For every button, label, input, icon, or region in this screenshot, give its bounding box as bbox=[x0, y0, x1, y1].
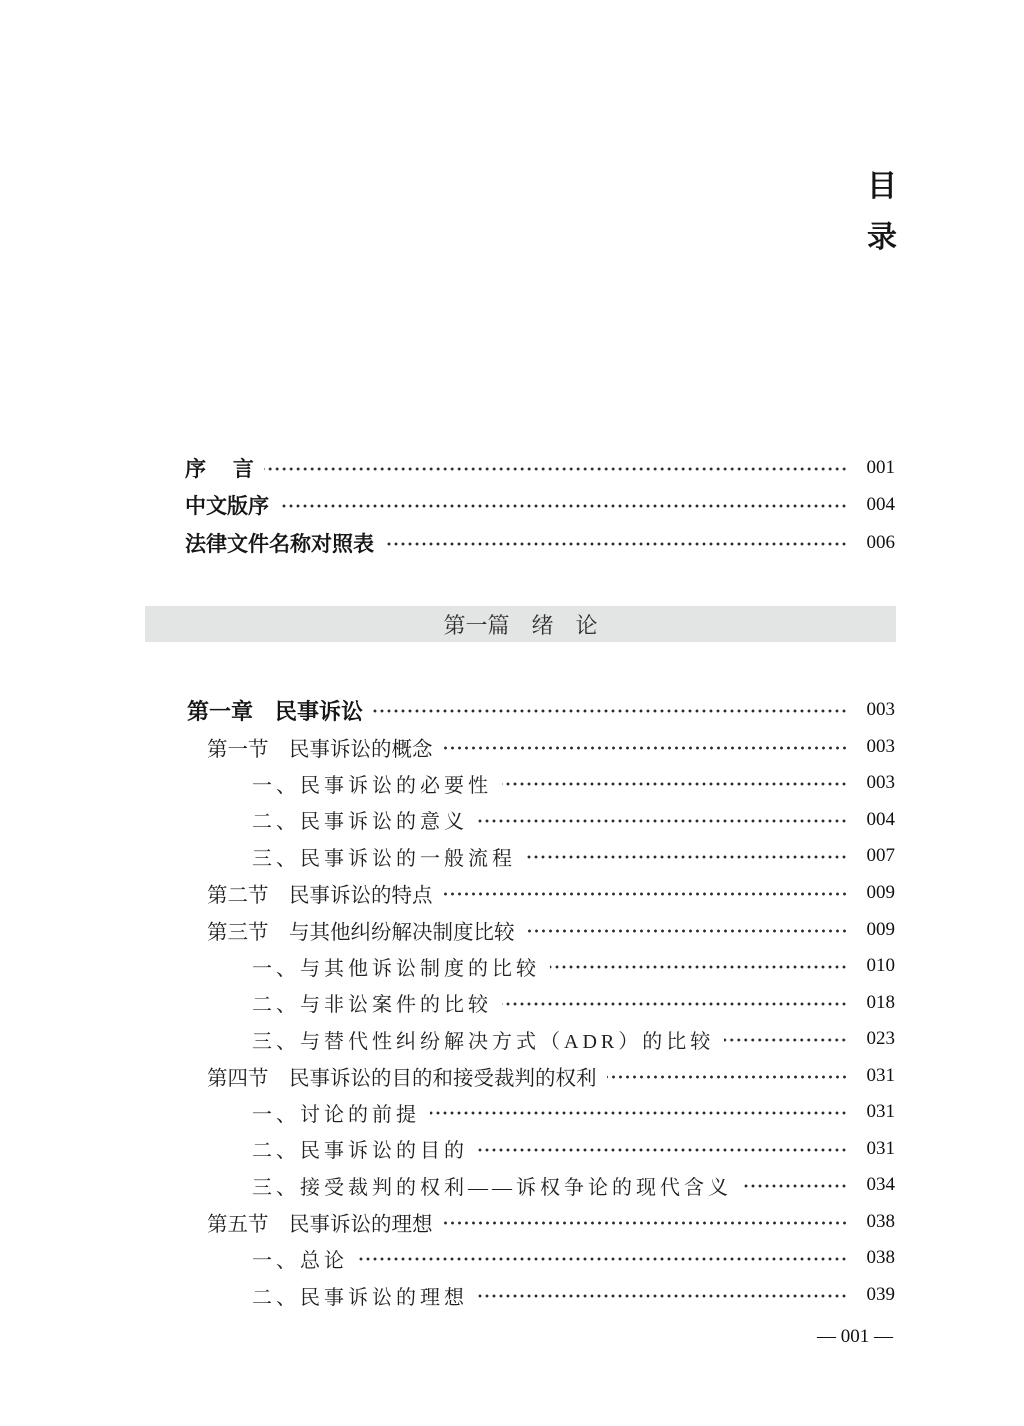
entry-page-number: 003 bbox=[866, 699, 895, 721]
dot-leader bbox=[443, 746, 850, 750]
page-title-char: 录 bbox=[867, 221, 897, 254]
dot-leader bbox=[478, 819, 849, 823]
entry-label: 第五节 民事诉讼的理想 bbox=[207, 1212, 433, 1236]
toc-entry-list bbox=[187, 692, 895, 1313]
dot-leader bbox=[443, 892, 850, 896]
entry-label: 三、接受裁判的权利——诉权争论的现代含义 bbox=[252, 1176, 732, 1199]
entry-label: 序 言 bbox=[185, 457, 254, 481]
dot-leader bbox=[742, 1184, 849, 1188]
entry-page-number: 001 bbox=[866, 456, 895, 478]
entry-page-number: 003 bbox=[866, 735, 895, 757]
entry-page-number: 010 bbox=[866, 955, 895, 977]
toc-entry bbox=[187, 875, 895, 912]
dot-leader bbox=[502, 782, 849, 786]
entry-page-number: 004 bbox=[866, 808, 895, 830]
entry-page-number: 009 bbox=[866, 918, 895, 940]
toc-entry bbox=[187, 729, 895, 766]
toc-entry bbox=[187, 1204, 895, 1241]
entry-page-number: 039 bbox=[866, 1284, 895, 1306]
entry-label: 二、民事诉讼的理想 bbox=[252, 1286, 468, 1309]
entry-label: 二、民事诉讼的意义 bbox=[252, 811, 468, 834]
toc-entry bbox=[187, 948, 895, 985]
page-number-footer: — 001 — bbox=[817, 1326, 893, 1347]
toc-entry bbox=[187, 911, 895, 948]
toc-entry bbox=[187, 1167, 895, 1204]
dot-leader bbox=[550, 965, 849, 969]
entry-page-number: 009 bbox=[866, 882, 895, 903]
entry-label: 第二节 民事诉讼的特点 bbox=[207, 884, 433, 907]
toc-entry bbox=[187, 1277, 895, 1314]
entry-label: 三、民事诉讼的一般流程 bbox=[252, 847, 516, 870]
toc-entry bbox=[187, 984, 895, 1021]
entry-page-number: 031 bbox=[866, 1137, 895, 1159]
entry-page-number: 003 bbox=[866, 772, 895, 794]
entry-label: 第一节 民事诉讼的概念 bbox=[207, 737, 433, 761]
entry-label: 一、民事诉讼的必要性 bbox=[252, 774, 492, 797]
entry-page-number: 018 bbox=[866, 991, 895, 1013]
dot-leader bbox=[430, 1111, 849, 1115]
entry-page-number: 031 bbox=[866, 1064, 895, 1086]
toc-entry bbox=[187, 1131, 895, 1168]
front-matter-list bbox=[185, 449, 895, 562]
toc-entry bbox=[187, 1021, 895, 1058]
entry-label: 一、与其他诉讼制度的比较 bbox=[252, 957, 540, 980]
entry-label: 第四节 民事诉讼的目的和接受裁判的权利 bbox=[207, 1066, 597, 1090]
toc-entry bbox=[187, 692, 895, 729]
dot-leader bbox=[358, 1257, 849, 1261]
toc-entry bbox=[185, 487, 895, 525]
dot-leader bbox=[478, 1294, 849, 1298]
dot-leader bbox=[264, 467, 849, 471]
entry-label: 二、民事诉讼的目的 bbox=[252, 1140, 468, 1163]
entry-label: 第一章 民事诉讼 bbox=[187, 698, 364, 724]
entry-page-number: 034 bbox=[866, 1174, 895, 1196]
toc-entry bbox=[187, 838, 895, 875]
dot-leader bbox=[724, 1038, 849, 1042]
dot-leader bbox=[526, 855, 849, 859]
entry-label: 一、讨论的前提 bbox=[252, 1103, 420, 1126]
entry-label: 第三节 与其他纠纷解决制度比较 bbox=[207, 920, 515, 944]
dot-leader bbox=[607, 1075, 850, 1079]
entry-page-number: 023 bbox=[866, 1028, 895, 1050]
toc-entry bbox=[185, 524, 895, 562]
dot-leader bbox=[279, 504, 849, 508]
entry-label: 一、总论 bbox=[252, 1249, 348, 1272]
page-title-vertical bbox=[864, 172, 900, 253]
page-title-char: 目 bbox=[867, 170, 897, 203]
dot-leader bbox=[373, 709, 849, 713]
toc-entry bbox=[185, 449, 895, 487]
dot-leader bbox=[443, 1221, 850, 1225]
entry-page-number: 038 bbox=[866, 1210, 895, 1232]
toc-entry bbox=[187, 1057, 895, 1094]
entry-page-number: 007 bbox=[866, 845, 895, 867]
part-header-bar bbox=[145, 606, 896, 642]
dot-leader bbox=[525, 929, 850, 933]
entry-label: 法律文件名称对照表 bbox=[185, 532, 374, 556]
entry-page-number: 006 bbox=[866, 531, 895, 553]
toc-entry bbox=[187, 802, 895, 839]
entry-label: 三、与替代性纠纷解决方式（ADR）的比较 bbox=[252, 1030, 715, 1053]
entry-page-number: 031 bbox=[866, 1101, 895, 1123]
entry-label: 二、与非讼案件的比较 bbox=[252, 994, 492, 1017]
entry-page-number: 038 bbox=[866, 1247, 895, 1269]
toc-entry bbox=[187, 1240, 895, 1277]
dot-leader bbox=[384, 542, 849, 546]
part-header-label: 第一篇 绪 论 bbox=[443, 612, 598, 638]
entry-label: 中文版序 bbox=[185, 495, 269, 519]
toc-entry bbox=[187, 1094, 895, 1131]
toc-entry bbox=[187, 765, 895, 802]
dot-leader bbox=[478, 1148, 849, 1152]
entry-page-number: 004 bbox=[866, 494, 895, 516]
dot-leader bbox=[502, 1002, 849, 1006]
